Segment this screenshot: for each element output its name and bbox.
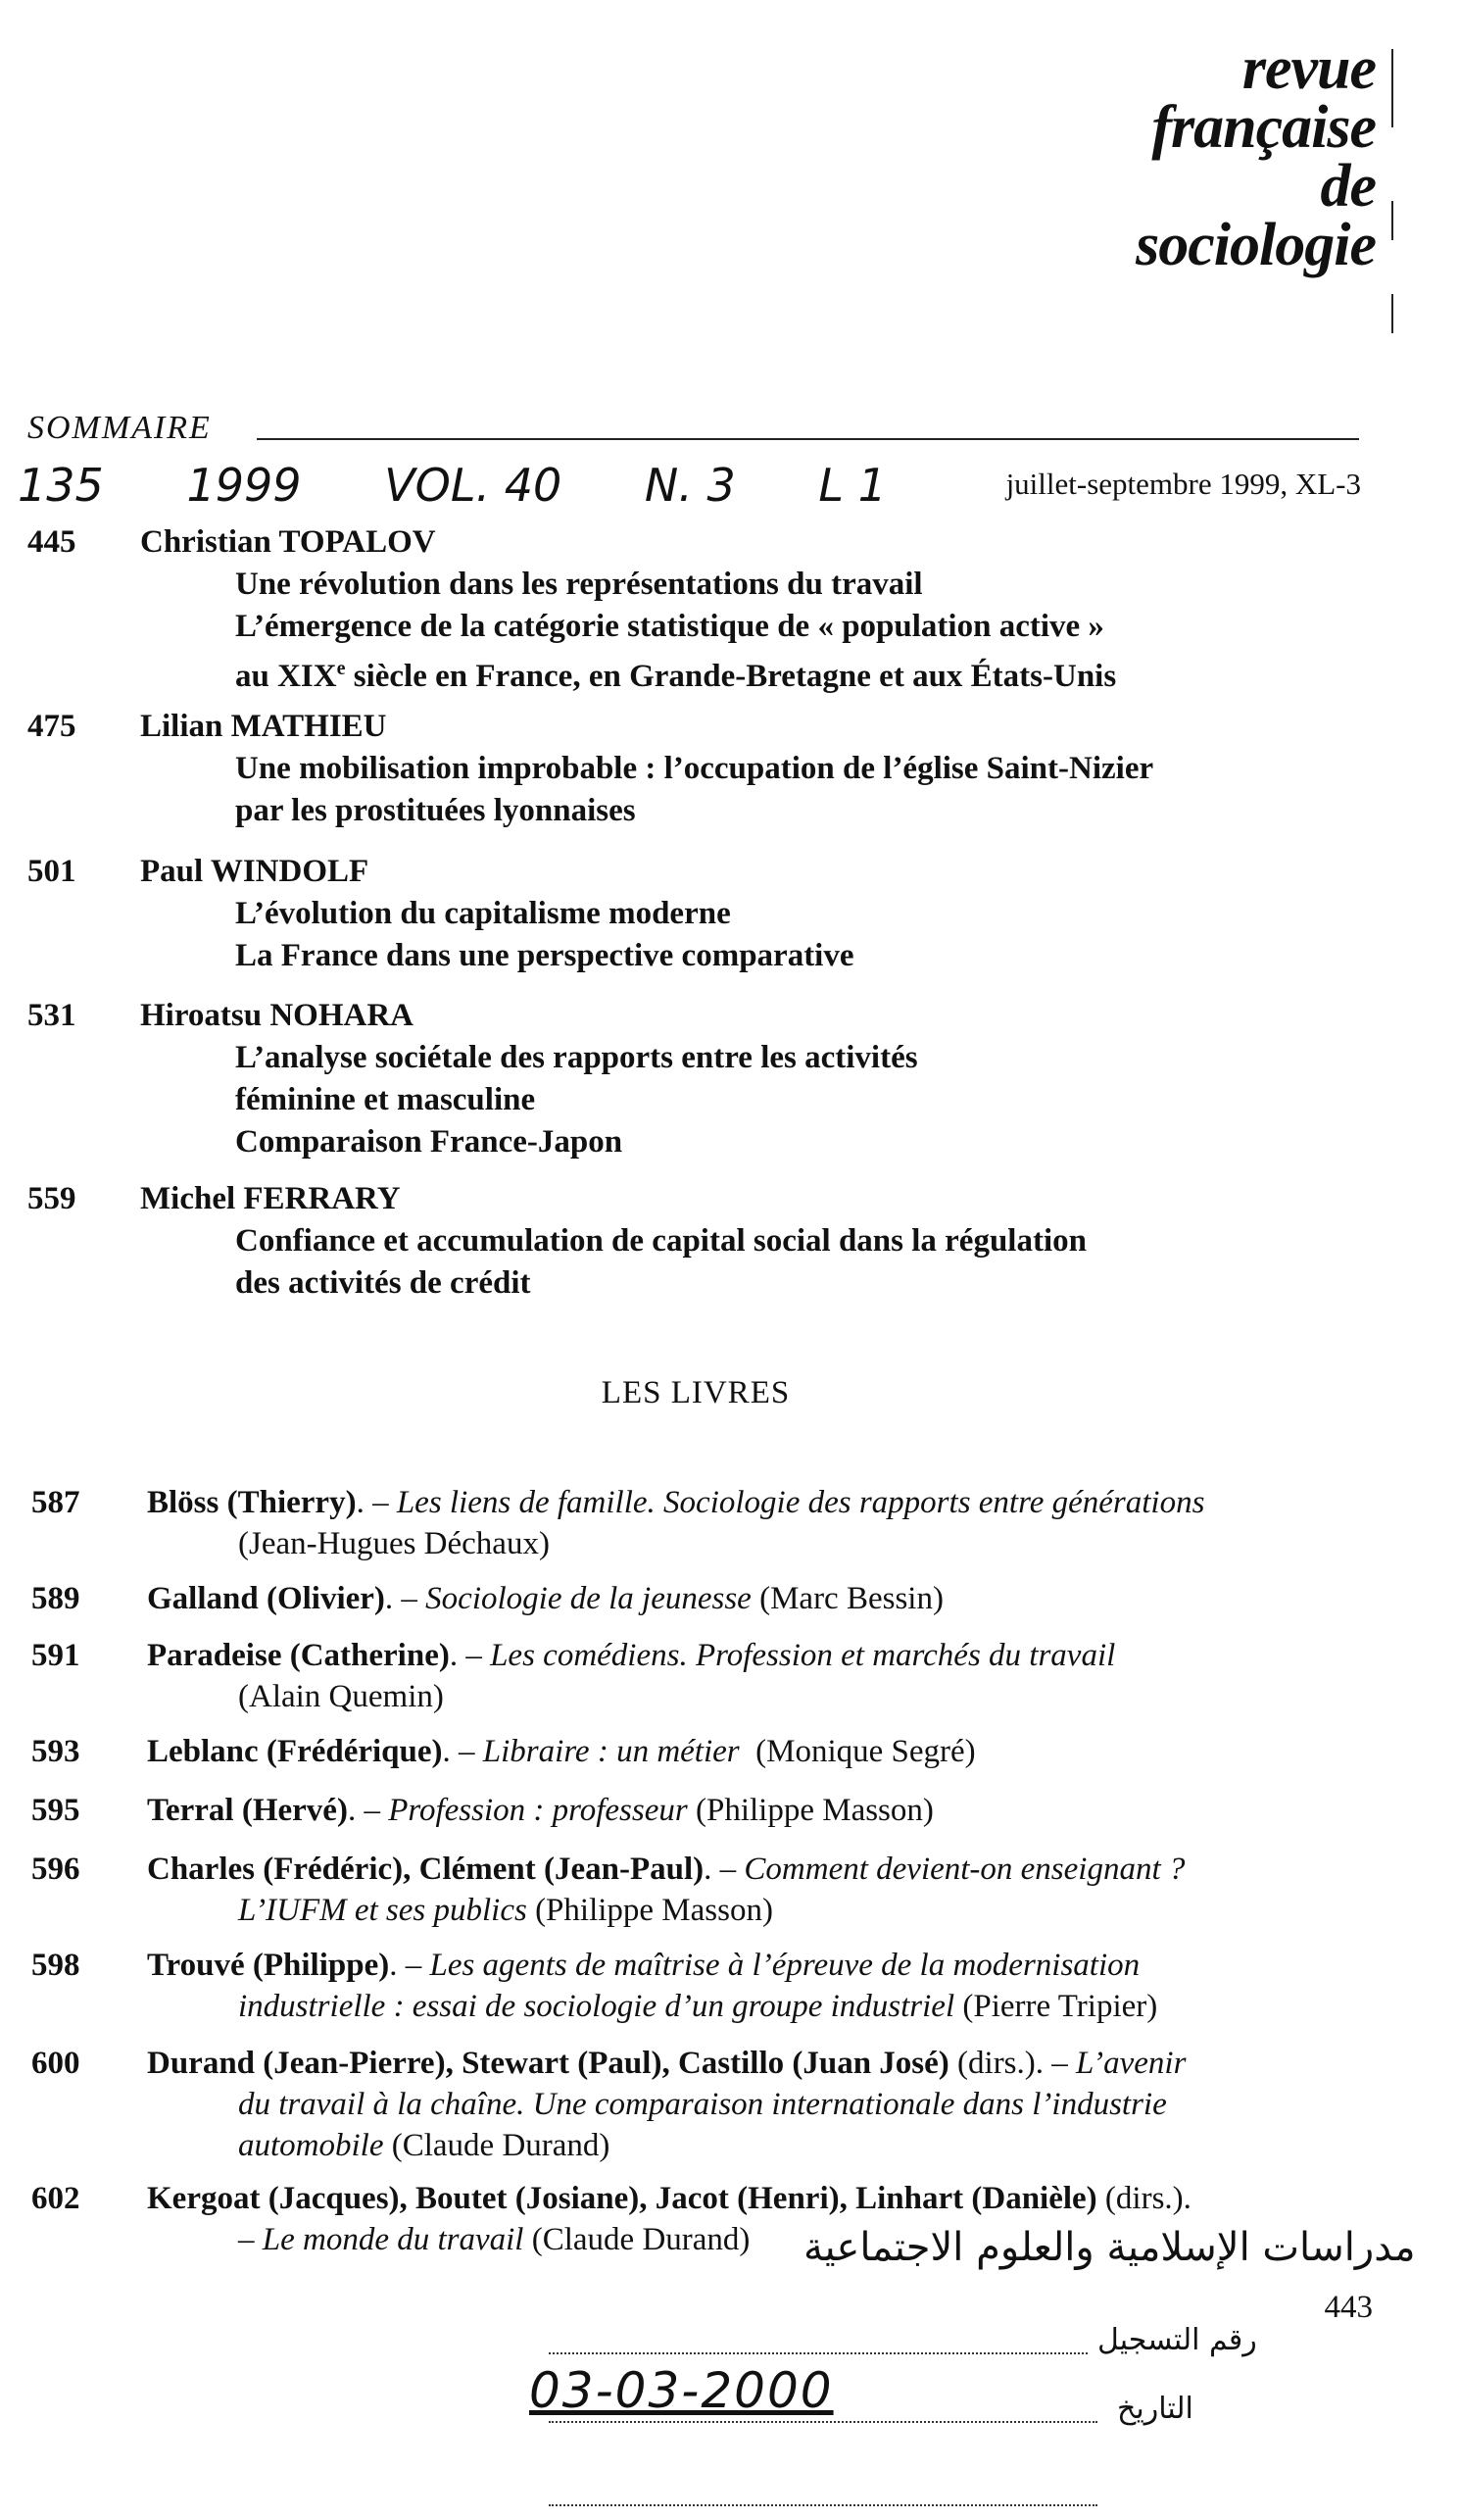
review-book-title: Libraire : un métier xyxy=(482,1734,740,1769)
review-book-title: Les liens de famille. Sociologie des rapports entre générations xyxy=(396,1485,1205,1520)
review-authors: Leblanc (Frédérique) xyxy=(147,1734,443,1769)
review-reviewer: (Pierre Tripier) xyxy=(962,1989,1158,2024)
review-book-title: Les agents de maîtrise à l’épreuve de la modernisation xyxy=(429,1948,1141,1983)
superscript: e xyxy=(336,658,346,679)
article-author: Paul WINDOLF xyxy=(140,854,369,889)
review-line xyxy=(147,1578,944,1619)
masthead-rule xyxy=(1391,49,1393,127)
article-titles xyxy=(235,1220,1087,1305)
review-reviewer: (Claude Durand) xyxy=(531,2222,751,2257)
article-title-line: Confiance et accumulation de capital social dans la régulation xyxy=(235,1223,1087,1259)
article-page: 475 xyxy=(27,709,76,744)
sommaire-rule xyxy=(257,438,1359,440)
review-book-title: Sociologie de la jeunesse xyxy=(425,1581,752,1616)
review-reviewer: (Monique Segré) xyxy=(755,1734,976,1769)
review-line xyxy=(238,1986,1157,2027)
title-fragment: au XIX xyxy=(235,659,337,694)
article-page: 559 xyxy=(27,1181,76,1216)
registration-stamp xyxy=(529,2313,1313,2509)
article-titles xyxy=(235,748,1153,832)
review-separator: (dirs.). xyxy=(1096,2181,1192,2216)
review-page: 596 xyxy=(31,1852,80,1887)
review-page: 595 xyxy=(31,1793,80,1828)
article-title-line: Une révolution dans les représentations du travail xyxy=(235,567,923,602)
masthead-line-de: de xyxy=(1320,153,1376,220)
masthead-rule xyxy=(1391,201,1393,240)
review-line xyxy=(147,2043,1186,2084)
page-number: 443 xyxy=(1324,2290,1373,2325)
review-line xyxy=(238,1890,773,1931)
title-fragment: siècle en France, en Grande-Bretagne et aux États-Unis xyxy=(345,659,1117,694)
review-page: 591 xyxy=(31,1638,80,1673)
review-reviewer: (Jean-Hugues Déchaux) xyxy=(238,1526,550,1561)
review-reviewer: (Alain Quemin) xyxy=(238,1679,444,1714)
review-book-title: du travail à la chaîne. Une comparaison internationale dans l’industrie xyxy=(238,2087,1167,2122)
books-section-heading: LES LIVRES xyxy=(601,1375,791,1410)
article-title-line xyxy=(235,648,1116,698)
review-authors: Terral (Hervé) xyxy=(147,1793,348,1828)
article-page: 445 xyxy=(27,524,76,560)
review-line xyxy=(238,2125,609,2166)
article-author: Michel FERRARY xyxy=(140,1181,401,1216)
handwritten-arabic-note: مدراسات الإسلامية والعلوم الاجتماعية xyxy=(803,2225,1416,2270)
article-title-line: des activités de crédit xyxy=(235,1265,531,1301)
stamp-dotted-line xyxy=(549,2352,1088,2354)
review-line xyxy=(147,1731,976,1772)
handwritten-volume: VOL. 40 xyxy=(384,459,562,512)
stamp-registration-label: رقم التسجيل xyxy=(1097,2323,1257,2357)
review-book-title: L’avenir xyxy=(1076,2046,1187,2081)
handwritten-issue: N. 3 xyxy=(644,459,736,512)
review-separator: . – xyxy=(356,1485,397,1520)
review-line xyxy=(147,1635,1115,1676)
handwritten-number: 135 xyxy=(18,459,104,512)
review-reviewer: (Claude Durand) xyxy=(391,2128,610,2163)
review-authors: Charles (Frédéric), Clément (Jean-Paul) xyxy=(147,1852,705,1887)
review-authors: Kergoat (Jacques), Boutet (Josiane), Jacot (Henri), Linhart (Danièle) xyxy=(147,2181,1097,2216)
review-line xyxy=(147,1849,1185,1890)
review-line xyxy=(147,1945,1140,1986)
review-reviewer: (Marc Bessin) xyxy=(759,1581,944,1616)
review-book-title: Les comédiens. Profession et marchés du travail xyxy=(490,1638,1116,1673)
masthead-line-sociologie: sociologie xyxy=(1136,212,1376,278)
article-page: 501 xyxy=(27,854,76,889)
review-page: 587 xyxy=(31,1485,80,1520)
review-book-title: Comment devient-on enseignant ? xyxy=(744,1852,1186,1887)
review-page: 602 xyxy=(31,2181,80,2216)
review-line xyxy=(147,2178,1192,2219)
review-book-title: automobile xyxy=(238,2128,384,2163)
review-page: 593 xyxy=(31,1734,80,1769)
review-book-title: L’IUFM et ses publics xyxy=(238,1893,527,1928)
article-author: Lilian MATHIEU xyxy=(140,709,387,744)
stamp-date-value: 03-03-2000 xyxy=(529,2362,834,2419)
article-titles xyxy=(235,1037,918,1163)
article-title-line: Comparaison France-Japon xyxy=(235,1124,623,1160)
article-titles xyxy=(235,564,1116,698)
review-page: 600 xyxy=(31,2046,80,2081)
review-separator: (dirs.). – xyxy=(948,2046,1077,2081)
review-separator: . – xyxy=(704,1852,745,1887)
article-title-line: L’émergence de la catégorie statistique de « population active » xyxy=(235,609,1104,644)
issue-date: juillet-septembre 1999, XL-3 xyxy=(1005,467,1361,501)
stamp-dotted-line xyxy=(549,2421,1097,2423)
review-separator: . – xyxy=(389,1948,430,1983)
masthead-rule xyxy=(1391,294,1393,333)
review-separator: . – xyxy=(442,1734,483,1769)
handwritten-code: L 1 xyxy=(818,459,887,512)
article-title-line: L’analyse sociétale des rapports entre les activités xyxy=(235,1040,918,1075)
article-title-line: féminine et masculine xyxy=(235,1082,536,1117)
review-reviewer: (Philippe Masson) xyxy=(695,1793,934,1828)
article-author: Hiroatsu NOHARA xyxy=(140,998,413,1033)
review-page: 589 xyxy=(31,1581,80,1616)
handwritten-annotation xyxy=(18,459,955,512)
review-authors: Galland (Olivier) xyxy=(147,1581,385,1616)
review-authors: Blöss (Thierry) xyxy=(147,1485,357,1520)
sommaire-heading: SOMMAIRE xyxy=(27,410,212,446)
review-separator: . – xyxy=(347,1793,389,1828)
review-separator: . – xyxy=(449,1638,491,1673)
stamp-date-label: التاريخ xyxy=(1117,2392,1193,2426)
article-page: 531 xyxy=(27,998,76,1033)
article-title-line: La France dans une perspective comparative xyxy=(235,938,854,973)
review-separator: . – xyxy=(384,1581,426,1616)
article-title-line: par les prostituées lyonnaises xyxy=(235,793,636,828)
review-line xyxy=(238,2084,1167,2125)
review-book-title: Le monde du travail xyxy=(262,2222,524,2257)
review-line xyxy=(147,1482,1204,1523)
review-line xyxy=(147,1790,934,1831)
review-authors: Durand (Jean-Pierre), Stewart (Paul), Castillo (Juan José) xyxy=(147,2046,949,2081)
review-reviewer: (Philippe Masson) xyxy=(535,1893,773,1928)
stamp-dotted-line xyxy=(549,2504,1097,2506)
article-titles xyxy=(235,893,854,977)
review-line: – Le monde du travail (Claude Durand) xyxy=(238,2222,751,2257)
article-title-line: Une mobilisation improbable : l’occupation de l’église Saint-Nizier xyxy=(235,751,1154,786)
review-authors: Paradeise (Catherine) xyxy=(147,1638,450,1673)
review-book-title: industrielle : essai de sociologie d’un groupe industriel xyxy=(238,1989,955,2024)
journal-masthead xyxy=(1136,35,1376,278)
review-book-title: Profession : professeur xyxy=(388,1793,688,1828)
review-page: 598 xyxy=(31,1948,80,1983)
handwritten-year: 1999 xyxy=(186,459,302,512)
review-authors: Trouvé (Philippe) xyxy=(147,1948,390,1983)
masthead-line-francaise: française xyxy=(1151,94,1376,161)
article-author: Christian TOPALOV xyxy=(140,524,436,560)
article-title-line: L’évolution du capitalisme moderne xyxy=(235,896,731,931)
masthead-line-revue: revue xyxy=(1241,35,1376,102)
